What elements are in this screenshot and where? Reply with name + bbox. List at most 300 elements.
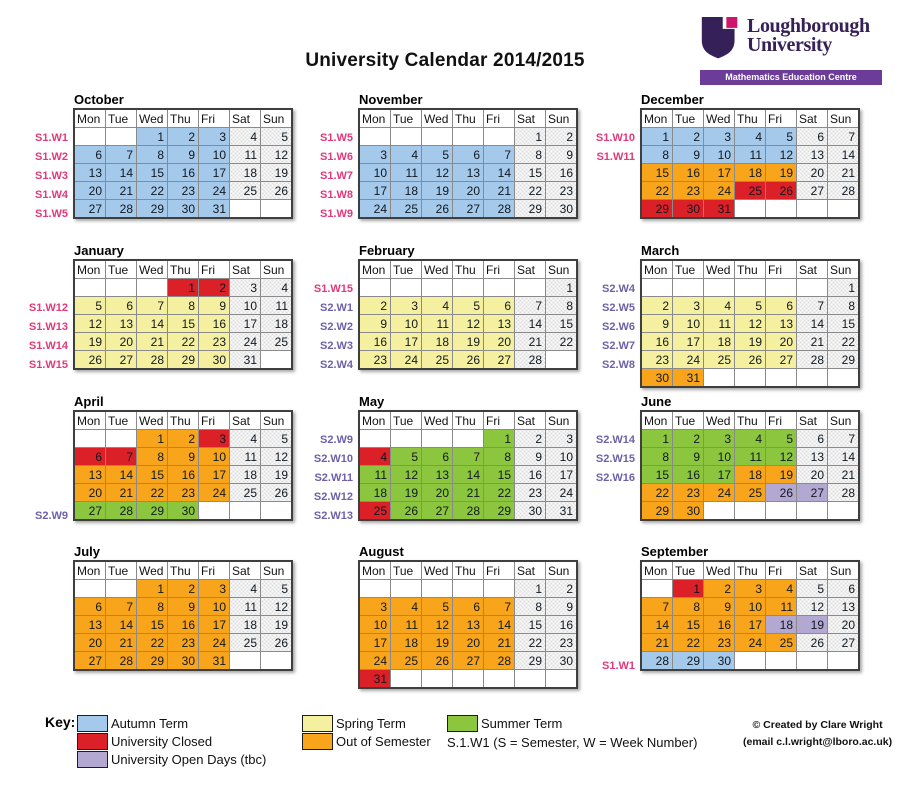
day-header: Mon [359,109,391,128]
week-label [313,619,358,638]
day-cell: 12 [766,146,797,164]
day-cell: 8 [673,598,704,616]
day-cell: 15 [484,466,515,484]
day-cell: 2 [359,297,391,315]
day-header: Tue [673,561,704,580]
calendar-table [358,410,578,521]
week-label: S2.W4 [601,283,635,295]
week-row [74,634,292,652]
key-label: Out of Semester [336,733,431,749]
day-cell: 4 [704,297,735,315]
day-cell [453,430,484,448]
day-cell: 23 [641,351,673,369]
day-header: Thu [168,109,199,128]
day-cell: 8 [137,598,168,616]
day-cell: 19 [261,616,293,634]
month-september [595,544,878,695]
week-row [641,164,859,182]
day-header: Mon [359,561,391,580]
day-cell [704,502,735,521]
day-cell: 3 [546,430,578,448]
week-label [28,431,73,450]
month-title: October [74,92,124,107]
day-cell: 13 [484,315,515,333]
day-header: Tue [106,411,137,430]
week-label: S2.W7 [601,340,635,352]
day-header: Sat [230,561,261,580]
week-labels [595,394,640,544]
day-cell: 27 [106,351,137,370]
day-cell: 19 [797,616,828,634]
day-header: Mon [74,411,106,430]
months-grid [28,92,878,695]
day-cell: 30 [704,652,735,671]
day-cell: 1 [673,580,704,598]
day-cell: 30 [546,652,578,670]
day-cell [359,279,391,297]
key-swatch-summer [447,715,478,732]
day-cell: 2 [704,580,735,598]
day-cell: 3 [673,297,704,315]
day-cell: 8 [137,146,168,164]
day-cell: 18 [391,634,422,652]
day-cell: 6 [828,580,860,598]
day-header: Sun [546,411,578,430]
day-cell [74,279,106,297]
day-cell: 29 [168,351,199,370]
day-cell: 17 [546,466,578,484]
day-cell: 16 [168,466,199,484]
day-cell: 22 [641,484,673,502]
week-label [28,488,73,507]
day-cell [230,502,261,521]
week-row [359,146,577,164]
day-cell: 23 [515,484,546,502]
day-cell: 13 [74,616,106,634]
day-cell [828,502,860,521]
day-cell: 31 [199,200,230,219]
week-notation-explainer: S.1.W1 (S = Semester, W = Week Number) [447,735,698,750]
day-header: Thu [453,561,484,580]
day-cell: 17 [199,164,230,182]
day-cell: 8 [137,448,168,466]
day-cell: 27 [766,351,797,369]
day-cell: 2 [673,430,704,448]
week-row [74,297,292,315]
day-cell: 22 [484,484,515,502]
day-cell: 17 [359,182,391,200]
day-cell: 20 [797,164,828,182]
day-cell: 7 [515,297,546,315]
day-cell: 14 [797,315,828,333]
day-cell: 3 [359,598,391,616]
day-cell: 10 [230,297,261,315]
day-header: Sat [797,561,828,580]
day-cell: 31 [546,502,578,521]
week-label [595,581,640,600]
week-label: S1.W9 [319,208,353,220]
day-cell: 9 [546,598,578,616]
day-cell: 7 [137,297,168,315]
day-cell: 13 [74,466,106,484]
calendar-table [73,410,293,521]
day-cell: 23 [359,351,391,370]
day-cell: 1 [546,279,578,297]
week-row [74,652,292,671]
calendar-table [73,259,293,370]
day-cell: 8 [546,297,578,315]
month-november [313,92,595,243]
day-cell: 5 [261,430,293,448]
month-title: May [359,394,385,409]
day-cell: 11 [704,315,735,333]
week-row [359,315,577,333]
day-cell: 5 [422,598,453,616]
day-cell: 14 [106,466,137,484]
logo-department-banner: Mathematics Education Centre [700,70,882,85]
day-cell: 10 [391,315,422,333]
day-header: Thu [735,260,766,279]
day-cell: 20 [74,634,106,652]
day-cell: 26 [261,634,293,652]
day-cell: 30 [168,652,199,671]
week-label [28,638,73,657]
week-label [595,375,640,394]
month-title: August [359,544,404,559]
day-cell [422,580,453,598]
day-cell: 11 [359,466,391,484]
day-header: Mon [74,561,106,580]
day-header: Wed [137,411,168,430]
week-label [313,600,358,619]
day-cell: 30 [546,200,578,219]
day-cell: 23 [546,634,578,652]
week-row [641,502,859,521]
day-header: Tue [673,260,704,279]
week-label: S2.W16 [595,472,635,484]
day-cell: 29 [673,652,704,671]
day-cell: 26 [453,351,484,370]
day-cell: 10 [199,146,230,164]
day-cell: 22 [515,182,546,200]
day-header: Wed [137,260,168,279]
day-cell: 11 [735,448,766,466]
month-title: November [359,92,423,107]
week-row [641,616,859,634]
day-cell: 29 [484,502,515,521]
day-cell [735,369,766,388]
day-cell: 16 [199,315,230,333]
month-title: January [74,243,124,258]
day-cell: 6 [797,430,828,448]
week-label [595,186,640,205]
week-row [74,502,292,521]
day-cell [641,580,673,598]
day-cell: 28 [797,351,828,369]
day-cell: 12 [766,448,797,466]
day-cell: 18 [359,484,391,502]
day-cell: 20 [453,634,484,652]
day-cell: 5 [453,297,484,315]
day-cell: 16 [359,333,391,351]
day-cell [261,200,293,219]
day-cell: 4 [230,580,261,598]
day-cell [515,670,546,689]
day-cell [453,580,484,598]
day-cell: 28 [106,652,137,671]
day-cell: 23 [673,182,704,200]
day-cell: 23 [168,182,199,200]
day-cell: 9 [515,448,546,466]
day-cell: 25 [735,182,766,200]
week-label: S1.W5 [319,132,353,144]
week-row [74,146,292,164]
week-label: S2.W9 [34,510,68,522]
day-header: Fri [484,561,515,580]
key-swatch-spring [302,715,333,732]
day-cell: 31 [359,670,391,689]
day-cell: 16 [168,616,199,634]
week-labels [313,544,358,695]
day-cell: 25 [359,502,391,521]
day-cell: 26 [422,200,453,219]
key-item [447,714,719,732]
day-header: Thu [168,561,199,580]
day-cell: 13 [453,616,484,634]
day-cell: 1 [137,580,168,598]
day-cell: 25 [230,634,261,652]
day-cell [391,430,422,448]
week-label [28,450,73,469]
day-cell: 25 [766,634,797,652]
week-label: S1.W15 [28,359,68,371]
day-cell: 8 [484,448,515,466]
week-row [641,146,859,164]
day-cell: 1 [515,580,546,598]
day-cell: 6 [422,448,453,466]
day-cell: 16 [168,164,199,182]
day-cell: 29 [828,351,860,369]
week-label [313,638,358,657]
loughborough-shield-icon [700,14,740,65]
day-cell [359,580,391,598]
calendar-table [73,108,293,219]
week-label: S2.W6 [601,321,635,333]
day-cell: 30 [168,200,199,219]
day-header: Thu [735,411,766,430]
credit-email: (email c.l.wright@lboro.ac.uk) [743,735,893,748]
day-cell: 8 [828,297,860,315]
day-header: Fri [766,411,797,430]
day-cell: 31 [704,200,735,219]
day-header: Sat [515,109,546,128]
day-cell: 21 [828,164,860,182]
day-cell: 15 [641,466,673,484]
day-cell: 30 [641,369,673,388]
day-cell: 31 [199,652,230,671]
legend-column-2 [302,714,447,750]
day-cell: 1 [168,279,199,297]
day-cell [797,279,828,297]
week-label [313,657,358,676]
day-cell: 17 [704,466,735,484]
day-header: Thu [168,411,199,430]
day-cell: 22 [673,634,704,652]
day-cell [261,502,293,521]
week-label: S1.W7 [319,170,353,182]
day-cell [766,369,797,388]
day-cell: 10 [673,315,704,333]
day-cell: 26 [422,652,453,670]
month-title: December [641,92,704,107]
day-cell: 30 [515,502,546,521]
day-cell: 15 [137,616,168,634]
day-cell: 26 [261,484,293,502]
day-header: Sun [261,561,293,580]
day-cell: 12 [735,315,766,333]
day-cell: 9 [168,146,199,164]
day-cell [74,128,106,146]
day-cell: 24 [359,652,391,670]
calendar-table [640,560,860,671]
day-header: Fri [484,411,515,430]
week-row [74,616,292,634]
week-label [595,167,640,186]
day-cell [797,652,828,671]
day-cell: 14 [106,164,137,182]
day-header: Sun [261,411,293,430]
day-cell: 19 [261,164,293,182]
day-cell: 16 [546,164,578,182]
day-cell: 22 [168,333,199,351]
week-label: S2.W1 [319,302,353,314]
day-cell: 3 [704,128,735,146]
day-header: Sun [828,561,860,580]
day-cell: 24 [391,351,422,370]
day-cell [199,502,230,521]
day-cell: 17 [704,164,735,182]
day-cell: 13 [74,164,106,182]
day-cell: 4 [230,128,261,146]
day-cell: 14 [106,616,137,634]
day-header: Sat [797,260,828,279]
week-row [74,466,292,484]
day-cell: 28 [641,652,673,671]
month-may [313,394,595,544]
day-cell: 3 [391,297,422,315]
day-header: Fri [766,260,797,279]
key-label: Autumn Term [111,715,189,731]
day-cell: 19 [74,333,106,351]
day-cell: 4 [422,297,453,315]
week-label [595,638,640,657]
day-cell: 1 [137,128,168,146]
day-cell: 20 [74,182,106,200]
week-row [74,279,292,297]
day-cell: 7 [828,128,860,146]
week-label [595,619,640,638]
day-cell: 22 [137,634,168,652]
week-label [28,581,73,600]
day-cell: 7 [106,146,137,164]
day-cell [546,351,578,370]
day-cell: 18 [261,315,293,333]
day-cell [453,128,484,146]
day-header: Sat [797,109,828,128]
day-cell: 1 [828,279,860,297]
week-row [641,448,859,466]
day-cell [453,279,484,297]
month-january [28,243,313,394]
day-cell: 14 [453,466,484,484]
day-cell [546,670,578,689]
day-header: Sun [261,260,293,279]
week-label: S1.W2 [34,151,68,163]
week-label [28,280,73,299]
day-header: Tue [391,411,422,430]
day-header: Tue [673,109,704,128]
day-header: Mon [641,411,673,430]
week-row [74,430,292,448]
day-cell: 13 [797,448,828,466]
week-row [74,333,292,351]
day-cell [828,369,860,388]
day-cell: 19 [422,182,453,200]
month-april [28,394,313,544]
day-cell [797,369,828,388]
day-cell [137,279,168,297]
day-header: Sat [230,260,261,279]
day-cell: 11 [230,598,261,616]
day-cell: 10 [199,448,230,466]
week-label: S2.W12 [313,491,353,503]
day-cell: 22 [641,182,673,200]
month-title: April [74,394,104,409]
day-cell [106,279,137,297]
day-header: Sun [546,561,578,580]
day-cell: 9 [359,315,391,333]
day-cell: 6 [106,297,137,315]
day-cell [673,279,704,297]
day-cell: 21 [106,182,137,200]
day-cell [735,652,766,671]
day-cell [106,128,137,146]
week-row [359,502,577,521]
day-header: Mon [74,109,106,128]
week-row [74,598,292,616]
day-cell: 6 [484,297,515,315]
day-cell [797,502,828,521]
day-header: Fri [199,109,230,128]
day-cell: 17 [673,333,704,351]
day-cell: 12 [391,466,422,484]
day-cell: 13 [106,315,137,333]
day-cell [766,652,797,671]
day-cell: 19 [766,466,797,484]
week-row [641,580,859,598]
day-cell: 10 [546,448,578,466]
day-cell: 11 [230,448,261,466]
day-cell: 25 [230,182,261,200]
day-cell [230,200,261,219]
week-label: S2.W14 [595,434,635,446]
day-cell: 27 [422,502,453,521]
month-title: March [641,243,680,258]
week-label: S1.W1 [601,660,635,672]
day-cell [735,200,766,219]
week-row [641,484,859,502]
day-cell: 15 [515,164,546,182]
